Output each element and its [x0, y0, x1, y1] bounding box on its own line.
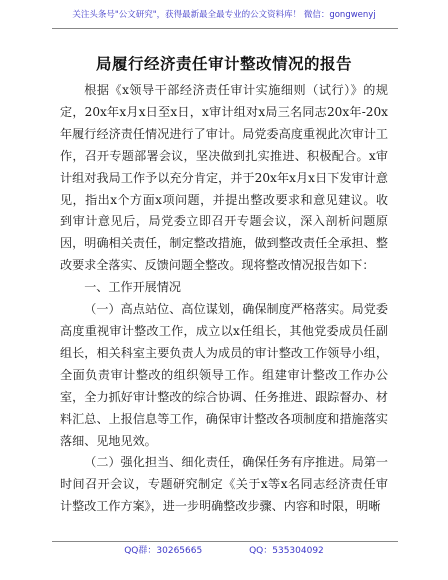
footer-contact [0, 543, 448, 556]
footer-qq-number: QQ：535304092 [249, 546, 324, 556]
intro-paragraph: 根据《x领导干部经济责任审计实施细则（试行）》的规定，20x年x月x日至x日，x审计组对x局三名同志20x年-20x年履行经济责任情况进行了审计。局党委高度重视此次审计工作，召开专题部署会议，坚决做到扎实推进、积极配合。x审计组对我局工作予以充分肯定，并于20x年x月x日下发审计意见，指出x个方面x项问题，并提出整改要求和意见建议。收到审计意见后，局党委立即召开专题会议，深入剖析问题原因，明确相关责任，制定整改措施，做到整改责任全承担、整改要求全落实、反馈问题全整改。现将整改情况报告如下： [60, 83, 388, 273]
footer-qq-group: QQ群：30265665 [124, 546, 203, 556]
document-title: 局履行经济责任审计整改情况的报告 [95, 54, 352, 73]
promo-banner: 关注头条号"公文研究"，获得最新最全最专业的公文资料库！ 微信：gongwenyj [72, 10, 376, 20]
footer-divider [52, 541, 398, 542]
section-paragraph-1: （一）高点站位、高位谋划，确保制度严格落实。局党委高度重视审计整改工作，成立以x任组长，其他党委成员任副组长，相关科室主要负责人为成员的审计整改工作领导小组，全面负责审计整改的组织领导工作。组建审计整改工作办公室，全力抓好审计整改的综合协调、任务推进、跟踪督办、材料汇总、上报信息等工作，确保审计整改各项制度和措施落实落细、见地见效。 [60, 302, 388, 448]
header-divider [52, 28, 398, 29]
section-paragraph-2: （二）强化担当、细化责任，确保任务有序推进。局第一时间召开会议，专题研究制定《关于x等x名同志经济责任审计整改工作方案》，进一步明确整改步骤、内容和时限，明晰 [60, 455, 388, 514]
section-heading: 一、工作开展情况 [84, 280, 181, 295]
document-body [60, 80, 388, 518]
